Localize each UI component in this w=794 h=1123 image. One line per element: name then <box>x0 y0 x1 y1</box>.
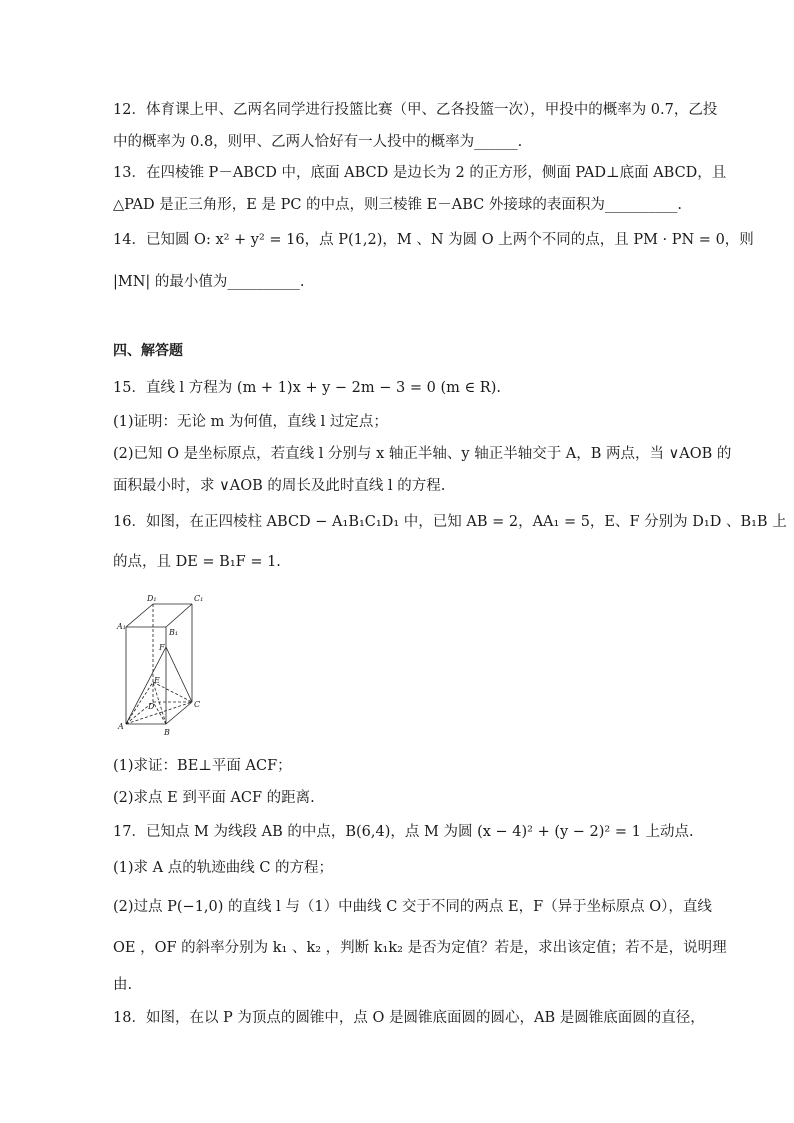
label-c1: C₁ <box>194 594 204 603</box>
label-d: D <box>148 702 155 711</box>
label-a: A <box>118 722 124 731</box>
label-a1: A₁ <box>117 622 126 631</box>
problem-16-part-2: (2)求点 E 到平面 ACF 的距离. <box>113 790 315 806</box>
problem-17-part-2-line-2: OE ，OF 的斜率分别为 k₁ 、k₂ ，判断 k₁k₂ 是否为定值？若是，求出该定值；若不是，说明理 <box>113 940 727 956</box>
problem-16-part-1: (1)求证：BE⊥平面 ACF； <box>113 758 292 774</box>
problem-15-stem: 15．直线 l 方程为 (m + 1)x + y − 2m − 3 = 0 (m ∈ R). <box>113 380 501 396</box>
label-e: E <box>154 676 160 685</box>
label-b1: B₁ <box>169 628 179 637</box>
problem-18-stem: 18．如图，在以 P 为顶点的圆锥中，点 O 是圆锥底面圆的圆心，AB 是圆锥底面圆的直径， <box>113 1010 705 1026</box>
label-f: F <box>159 643 165 652</box>
problem-17-part-2-line-1: (2)过点 P(−1,0) 的直线 l 与（1）中曲线 C 交于不同的两点 E，F（异于坐标原点 O），直线 <box>113 899 712 915</box>
label-b: B <box>164 728 170 737</box>
problem-15-part-2-line-2: 面积最小时，求 ∨AOB 的周长及此时直线 l 的方程. <box>113 478 446 494</box>
label-d1: D₁ <box>147 594 157 603</box>
prism-figure <box>110 592 210 744</box>
problem-16-stem-line-1: 16．如图，在正四棱柱 ABCD − A₁B₁C₁D₁ 中，已知 AB = 2，AA₁ = 5，E、F 分别为 D₁D 、B₁B 上 <box>113 514 787 530</box>
label-c: C <box>194 700 201 709</box>
problem-17-part-2-line-3: 由. <box>113 977 133 993</box>
problem-13-line-1: 13．在四棱锥 P－ABCD 中，底面 ABCD 是边长为 2 的正方形，侧面 PAD⊥底面 ABCD，且 <box>113 165 727 181</box>
problem-14-line-2: |MN| 的最小值为__________. <box>113 274 305 290</box>
section-title: 四、解答题 <box>113 343 183 359</box>
problem-16-stem-line-2: 的点，且 DE = B₁F = 1. <box>113 554 281 570</box>
problem-15-part-1: (1)证明：无论 m 为何值，直线 l 过定点； <box>113 414 388 430</box>
problem-15-part-2-line-1: (2)已知 O 是坐标原点，若直线 l 分别与 x 轴正半轴、y 轴正半轴交于 A，B 两点，当 ∨AOB 的 <box>113 446 732 462</box>
problem-17-stem: 17．已知点 M 为线段 AB 的中点，B(6,4)，点 M 为圆 (x − 4)² + (y − 2)² = 1 上动点. <box>113 824 694 840</box>
problem-12-line-1: 12．体育课上甲、乙两名同学进行投篮比赛（甲、乙各投篮一次），甲投中的概率为 0.7，乙投 <box>113 102 718 118</box>
problem-13-line-2: △PAD 是正三角形，E 是 PC 的中点，则三棱锥 E－ABC 外接球的表面积为__________. <box>113 197 682 213</box>
problem-12-line-2: 中的概率为 0.8，则甲、乙两人恰好有一人投中的概率为______. <box>113 134 523 150</box>
problem-14-line-1: 14．已知圆 O: x² + y² = 16，点 P(1,2)，M 、N 为圆 O 上两个不同的点，且 PM · PN = 0，则 <box>113 232 754 248</box>
problem-17-part-1: (1)求 A 点的轨迹曲线 C 的方程； <box>113 860 334 876</box>
